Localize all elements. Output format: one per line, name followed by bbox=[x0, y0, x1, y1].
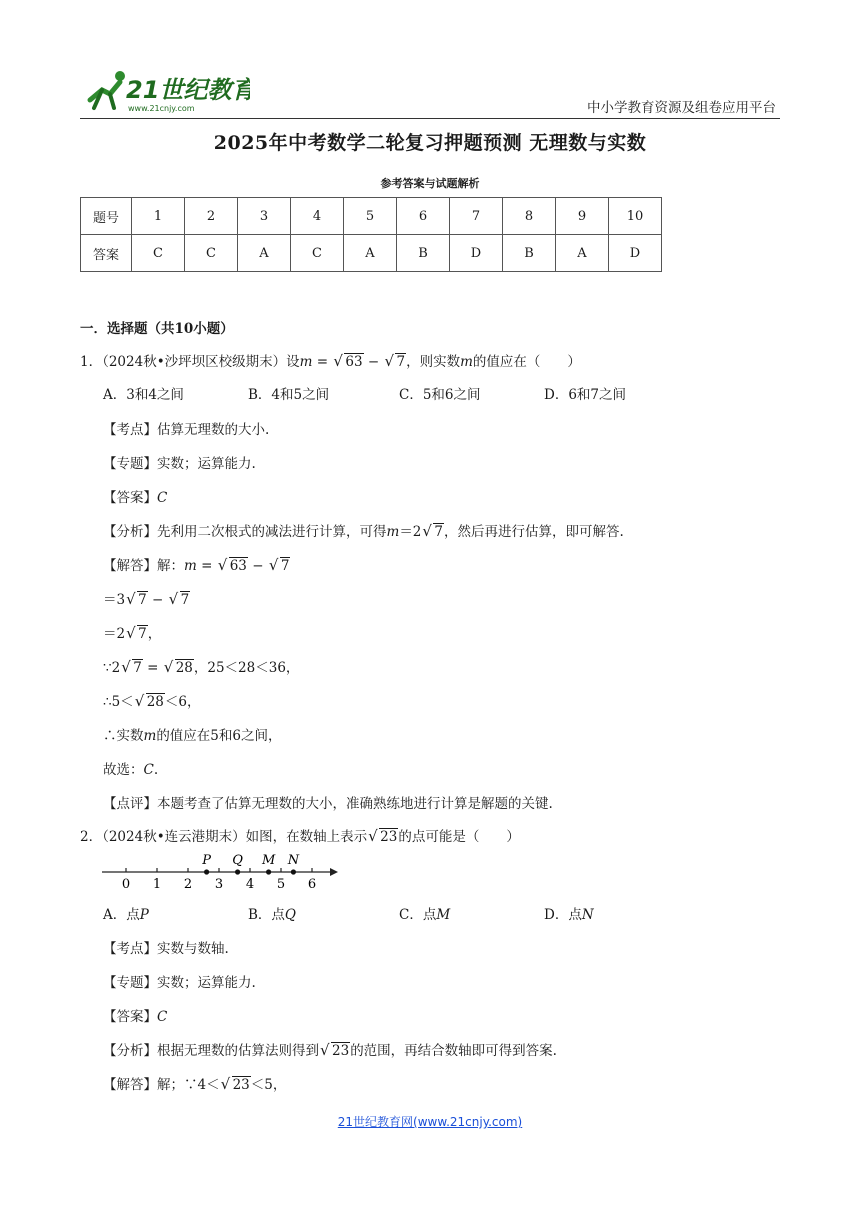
q2-option-d bbox=[544, 903, 594, 923]
table-cell: 2 bbox=[185, 198, 238, 235]
option-point: N bbox=[581, 907, 594, 923]
radicand: 7 bbox=[434, 524, 443, 540]
minus: − bbox=[147, 592, 168, 608]
answer-table bbox=[80, 197, 662, 272]
q1-jieda bbox=[103, 554, 290, 574]
table-cell: D bbox=[609, 235, 662, 272]
jieda-text: 【解答】解；∵4＜ bbox=[103, 1077, 220, 1093]
radicand: 7 bbox=[138, 626, 147, 642]
table-cell: B bbox=[397, 235, 450, 272]
number-line-point bbox=[266, 869, 271, 874]
step-text: . bbox=[153, 762, 159, 778]
number-line-point-label: N bbox=[287, 853, 300, 868]
step-text: 的值应在5和6之间， bbox=[156, 728, 282, 744]
sqrt-23 bbox=[221, 1077, 251, 1093]
table-cell: C bbox=[185, 235, 238, 272]
q1-fenxi bbox=[103, 520, 624, 540]
step-text: ∴实数 bbox=[103, 728, 144, 744]
number-line-tick-label: 5 bbox=[276, 877, 286, 892]
sqrt-7 bbox=[269, 558, 291, 574]
table-cell: C bbox=[132, 235, 185, 272]
q1-eq: = bbox=[312, 354, 333, 370]
option-point: M bbox=[436, 907, 451, 923]
q1-stem-suffix: 的值应在（ ） bbox=[472, 354, 581, 370]
option-label: B．点 bbox=[248, 907, 285, 923]
sqrt-63 bbox=[218, 558, 248, 574]
header-platform-name: 中小学教育资源及组卷应用平台 bbox=[587, 100, 776, 116]
jieda-label: 【解答】解： bbox=[103, 558, 184, 574]
step-text: ∵2 bbox=[103, 660, 121, 676]
table-row bbox=[81, 235, 662, 272]
table-cell: 5 bbox=[344, 198, 397, 235]
number-line-point-label: P bbox=[202, 853, 211, 868]
radicand: 7 bbox=[133, 660, 142, 676]
number-line-point bbox=[204, 869, 209, 874]
number-line-tick-label: 4 bbox=[245, 877, 255, 892]
q1-stem bbox=[80, 350, 581, 370]
q2-jieda bbox=[103, 1073, 286, 1093]
table-cell: C bbox=[291, 235, 344, 272]
sqrt-7 bbox=[422, 524, 444, 540]
number-line-tick-label: 3 bbox=[214, 877, 224, 892]
jieda-text: ＜5， bbox=[250, 1077, 287, 1093]
q1-step-4 bbox=[103, 656, 299, 676]
step-text: 故选： bbox=[103, 762, 144, 778]
q1-step-6 bbox=[103, 724, 282, 744]
table-cell: 4 bbox=[291, 198, 344, 235]
sqrt-23 bbox=[368, 829, 398, 845]
sqrt-7 bbox=[121, 660, 143, 676]
section-heading: 一．选择题（共10小题） bbox=[80, 321, 234, 337]
answer-value: C bbox=[143, 762, 154, 778]
var-m: m bbox=[184, 558, 197, 574]
step-text: ， bbox=[147, 626, 162, 642]
answer-label: 【答案】 bbox=[103, 1009, 157, 1025]
step-text: ，25＜28＜36， bbox=[193, 660, 300, 676]
step-text: ＝2 bbox=[103, 626, 126, 642]
radicand: 23 bbox=[380, 829, 398, 845]
q2-zhuanti: 【专题】实数；运算能力. bbox=[103, 975, 256, 991]
radicand: 63 bbox=[345, 354, 363, 370]
q2-kaodian: 【考点】实数与数轴. bbox=[103, 941, 229, 957]
option-point: P bbox=[139, 907, 149, 923]
table-header-number: 题号 bbox=[81, 198, 132, 235]
q2-option-c bbox=[399, 903, 450, 923]
sqrt-7 bbox=[126, 592, 148, 608]
q1-dianping: 【点评】本题考查了估算无理数的大小，准确熟练地进行计算是解题的关键. bbox=[103, 796, 553, 812]
q2-option-b bbox=[248, 903, 296, 923]
table-cell: 9 bbox=[556, 198, 609, 235]
q1-stem-mid: ，则实数 bbox=[406, 354, 461, 370]
page-subtitle: 参考答案与试题解析 bbox=[380, 177, 480, 190]
sqrt-7 bbox=[169, 592, 191, 608]
radicand: 7 bbox=[180, 592, 190, 608]
number-line bbox=[100, 848, 340, 894]
q2-answer bbox=[103, 1005, 167, 1025]
table-row bbox=[81, 198, 662, 235]
var-m: m bbox=[143, 728, 157, 744]
q1-step-7 bbox=[103, 758, 158, 778]
option-point: Q bbox=[284, 907, 296, 923]
q2-fenxi bbox=[103, 1039, 557, 1059]
table-cell: A bbox=[238, 235, 291, 272]
q1-zhuanti: 【专题】实数；运算能力. bbox=[103, 456, 256, 472]
q1-option-c: C．5和6之间 bbox=[399, 387, 481, 403]
table-cell: A bbox=[344, 235, 397, 272]
logo-text: 21世纪教育 bbox=[126, 76, 250, 104]
radicand: 7 bbox=[138, 592, 147, 608]
minus: − bbox=[247, 558, 268, 574]
q1-kaodian: 【考点】估算无理数的大小. bbox=[103, 422, 270, 438]
q2-stem bbox=[80, 825, 520, 845]
eq: = bbox=[196, 558, 217, 574]
q1-var-m: m bbox=[460, 354, 473, 370]
q1-stem-prefix: 1．（2024秋•沙坪坝区校级期末）设 bbox=[80, 354, 300, 370]
q1-minus: − bbox=[363, 354, 384, 370]
page-title: 2025年中考数学二轮复习押题预测 无理数与实数 bbox=[213, 132, 647, 154]
fenxi-text: 【分析】先利用二次根式的减法进行计算，可得 bbox=[103, 524, 387, 540]
table-cell: A bbox=[556, 235, 609, 272]
table-cell: 7 bbox=[450, 198, 503, 235]
fenxi-eq: ＝2 bbox=[399, 524, 422, 540]
radicand: 7 bbox=[396, 354, 406, 370]
number-line-point bbox=[235, 869, 240, 874]
q2-option-a bbox=[103, 903, 149, 923]
number-line-tick-label: 1 bbox=[152, 877, 162, 892]
table-header-answer: 答案 bbox=[81, 235, 132, 272]
radicand: 23 bbox=[232, 1077, 250, 1093]
site-logo bbox=[80, 66, 250, 116]
number-line-figure bbox=[100, 848, 340, 894]
header-divider bbox=[80, 118, 780, 119]
radicand: 7 bbox=[280, 558, 290, 574]
radicand: 28 bbox=[175, 660, 193, 676]
q1-step-3 bbox=[103, 622, 161, 642]
table-cell: 3 bbox=[238, 198, 291, 235]
step-text: ∴5＜ bbox=[103, 694, 134, 710]
fenxi-text: ，然后再进行估算，即可解答. bbox=[444, 524, 624, 540]
option-label: C．点 bbox=[399, 907, 437, 923]
answer-value: C bbox=[157, 490, 168, 506]
answer-value: C bbox=[157, 1009, 168, 1025]
q1-answer bbox=[103, 486, 167, 506]
q1-option-d: D．6和7之间 bbox=[544, 387, 627, 403]
number-line-point-label: Q bbox=[232, 853, 243, 868]
q1-var-m: m bbox=[299, 354, 313, 370]
runner-icon bbox=[90, 71, 125, 108]
sqrt-28 bbox=[135, 694, 165, 710]
q1-step-2 bbox=[103, 588, 190, 608]
fenxi-text: 的范围，再结合数轴即可得到答案. bbox=[350, 1043, 557, 1059]
table-cell: 10 bbox=[609, 198, 662, 235]
answer-label: 【答案】 bbox=[103, 490, 157, 506]
option-label: D．点 bbox=[544, 907, 582, 923]
sqrt-7 bbox=[384, 354, 406, 370]
radicand: 23 bbox=[332, 1043, 350, 1059]
q2-stem-prefix: 2．（2024秋•连云港期末）如图，在数轴上表示 bbox=[80, 829, 368, 845]
var-m: m bbox=[386, 524, 400, 540]
q1-option-b: B．4和5之间 bbox=[248, 387, 330, 403]
radicand: 28 bbox=[146, 694, 164, 710]
radicand: 63 bbox=[229, 558, 247, 574]
q1-step-5 bbox=[103, 690, 200, 710]
table-cell: 8 bbox=[503, 198, 556, 235]
fenxi-text: 【分析】根据无理数的估算法则得到 bbox=[103, 1043, 319, 1059]
sqrt-7 bbox=[126, 626, 148, 642]
q2-stem-suffix: 的点可能是（ ） bbox=[398, 829, 520, 845]
sqrt-28 bbox=[164, 660, 194, 676]
number-line-tick-label: 0 bbox=[121, 877, 131, 892]
table-cell: 1 bbox=[132, 198, 185, 235]
number-line-tick-label: 2 bbox=[183, 877, 193, 892]
number-line-tick-label: 6 bbox=[307, 877, 317, 892]
step-text: ＜6， bbox=[164, 694, 201, 710]
sqrt-63 bbox=[333, 354, 363, 370]
q1-option-a: A．3和4之间 bbox=[103, 387, 184, 403]
footer-link[interactable]: 21世纪教育网(www.21cnjy.com) bbox=[337, 1115, 523, 1129]
table-cell: 6 bbox=[397, 198, 450, 235]
number-line-point-label: M bbox=[261, 853, 276, 868]
logo-url: www.21cnjy.com bbox=[128, 104, 195, 113]
table-cell: B bbox=[503, 235, 556, 272]
option-label: A．点 bbox=[103, 907, 140, 923]
number-line-point bbox=[291, 869, 296, 874]
table-cell: D bbox=[450, 235, 503, 272]
eq: = bbox=[142, 660, 163, 676]
sqrt-23 bbox=[320, 1043, 350, 1059]
step-text: ＝3 bbox=[103, 592, 126, 608]
arrow-icon bbox=[330, 868, 338, 876]
